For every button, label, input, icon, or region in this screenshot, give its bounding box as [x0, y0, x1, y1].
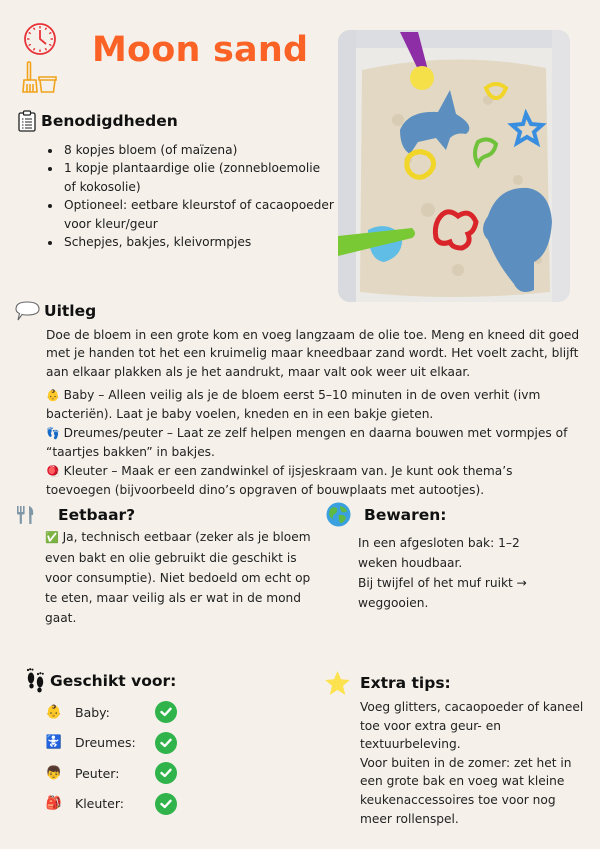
tip-line-1: Voeg glitters, cacaopoeder of kaneel toe voor extra geur- en textuurbeleving.: [360, 700, 584, 752]
storage-heading-row: [326, 502, 447, 528]
tips-body: [360, 698, 590, 828]
age-tips: [46, 386, 581, 499]
list-item: • 1 kopje plantaardige olie (zonnebloemolie of kokosolie): [62, 159, 334, 196]
storage-line-2: Bij twijfel of het muf ruikt → weggooien.: [358, 576, 527, 610]
clipboard-icon: [18, 110, 38, 132]
list-item: • 8 kopjes bloem (of maïzena): [62, 141, 334, 159]
baby-symbol-icon: 🚼: [45, 735, 63, 751]
edible-body: [45, 527, 315, 628]
suitable-row-dreumes: [43, 728, 177, 759]
edible-text: Ja, technisch eetbaar (zeker als je bloem even bakt en olie gebruikt die geschikt is voor consumptie). Niet bedoeld om echt op te eten, maar veilig als er wat in de mond gaat.: [45, 530, 311, 625]
broom-bucket-icon: [22, 60, 58, 94]
suitable-heading: Geschikt voor:: [50, 672, 177, 690]
suitable-row-baby: [43, 697, 177, 728]
suitable-list: [43, 697, 177, 819]
edible-heading: Eetbaar?: [58, 506, 136, 524]
age-tip-baby: [46, 386, 581, 424]
storage-heading: Bewaren:: [364, 506, 447, 524]
footprints-icon: 👣: [46, 426, 60, 440]
page-title: Moon sand: [92, 30, 309, 70]
child-icon: 👦: [45, 765, 63, 781]
check-icon: [155, 793, 177, 815]
clock-icon: [23, 22, 57, 56]
list-item: • Optioneel: eetbare kleurstof of cacaopoeder voor kleur/geur: [62, 196, 334, 233]
suitable-heading-row: [26, 667, 176, 695]
baby-icon: 👶: [45, 704, 63, 720]
edible-heading-row: [16, 505, 135, 525]
suitable-label: Peuter:: [75, 765, 120, 781]
check-box-icon: ✅: [45, 531, 59, 544]
tips-heading: Extra tips:: [360, 674, 451, 692]
storage-line-1: In een afgesloten bak: 1–2 weken houdbaar.: [358, 536, 520, 570]
tip-line-2: Voor buiten in de zomer: zet het in een grote bak en voeg wat kleine keukenaccessoires toe voor nog meer rollenspel.: [360, 755, 572, 826]
moon-sand-photo: [338, 30, 570, 302]
star-icon: [324, 670, 352, 696]
fork-knife-icon: [16, 505, 42, 525]
check-icon: [155, 701, 177, 723]
footprints-icon: [26, 667, 48, 695]
suitable-row-peuter: [43, 758, 177, 789]
explanation-heading: Uitleg: [44, 302, 97, 320]
check-icon: [155, 732, 177, 754]
list-item: • Schepjes, bakjes, kleivormpjes: [62, 233, 334, 251]
explanation-body: Doe de bloem in een grote kom en voeg langzaam de olie toe. Meng en kneed dit goed met je handen tot het een kruimelig maar kneedbaar zand wordt. Het voelt zacht, blijft aan elkaar plakken als je het aandrukt, maar valt ook weer uit elkaar.: [46, 328, 580, 379]
tips-heading-row: [324, 670, 451, 696]
requirements-heading: Benodigdheden: [41, 112, 178, 130]
age-tip-preschooler: [46, 462, 581, 500]
speech-bubble-icon: [13, 300, 41, 322]
suitable-label: Baby:: [75, 704, 110, 720]
baby-icon: 👶: [46, 389, 60, 402]
age-tip-text: Dreumes/peuter – Laat ze zelf helpen mengen en daarna bouwen met vormpjes of “taartjes bakken” in bakjes.: [46, 425, 568, 460]
globe-icon: [326, 502, 352, 528]
requirements-heading-row: [18, 110, 178, 132]
requirements-list-wrap: [44, 141, 334, 251]
suitable-label: Kleuter:: [75, 796, 125, 812]
toy-icon: 🪀: [46, 464, 60, 478]
storage-body: [358, 533, 558, 613]
check-icon: [155, 762, 177, 784]
suitable-row-kleuter: [43, 789, 177, 820]
age-tip-text: Baby – Alleen veilig als je de bloem eerst 5–10 minuten in de oven verhit (ivm bacteriën). Laat je baby voelen, kneden en in een bakje gieten.: [46, 388, 541, 422]
explanation-heading-row: [13, 300, 96, 322]
requirements-list: [44, 141, 334, 251]
age-tip-toddler: [46, 424, 581, 462]
backpack-icon: 🎒: [45, 796, 63, 812]
age-tip-text: Kleuter – Maak er een zandwinkel of ijsjeskraam van. Je kunt ook thema’s toevoegen (bijvoorbeeld dino’s opgraven of bouwplaats met autootjes).: [46, 463, 513, 498]
suitable-label: Dreumes:: [75, 735, 136, 751]
